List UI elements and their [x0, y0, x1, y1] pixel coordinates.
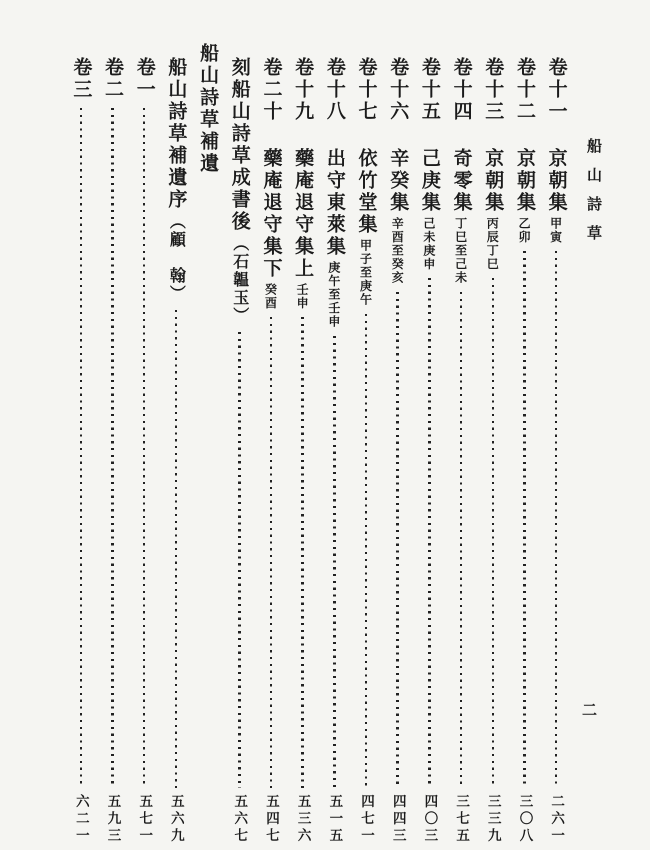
- entry-title: 京朝集: [513, 148, 535, 214]
- toc-column: [97, 43, 129, 847]
- date-annotation: 丁巳至己未: [453, 217, 468, 285]
- dotted-leader: [428, 278, 431, 788]
- chapter-label: 卷二: [102, 57, 124, 101]
- page-number: 五九三: [105, 794, 121, 845]
- chapter-label: 卷十六: [387, 57, 409, 123]
- toc-column: [319, 43, 351, 847]
- toc-column: [255, 43, 287, 847]
- page-number: 三〇八: [517, 794, 533, 845]
- date-annotation: 乙卯: [516, 217, 531, 244]
- dotted-leader: [270, 317, 273, 788]
- dotted-leader: [555, 251, 558, 788]
- dotted-leader: [396, 292, 399, 789]
- entry-title: 藥庵退守集上: [292, 148, 314, 280]
- toc-column: [445, 43, 477, 847]
- dotted-leader: [175, 310, 178, 788]
- chapter-label: 卷一: [133, 57, 155, 101]
- dotted-leader: [460, 292, 463, 789]
- author-annotation: ︵石韞玉︶: [230, 235, 248, 325]
- dotted-leader: [301, 317, 304, 788]
- toc-column: [382, 43, 414, 847]
- dotted-leader: [492, 278, 495, 788]
- toc: [65, 43, 572, 847]
- page-number: 五三六: [295, 794, 311, 845]
- running-head-book-title: 船山詩草: [585, 138, 601, 254]
- page-number: 六二一: [73, 794, 89, 845]
- folio-page-number: 二: [580, 702, 596, 717]
- entry-title: 船山詩草補遺序: [165, 57, 187, 211]
- dotted-leader: [111, 108, 114, 788]
- toc-column: [509, 43, 541, 847]
- chapter-label: 卷十七: [355, 57, 377, 123]
- chapter-label: 卷十八: [323, 57, 345, 123]
- entry-title: 船山詩草補遺: [197, 43, 219, 175]
- chapter-label: 卷二十: [260, 57, 282, 123]
- entry-title: 刻船山詩草成書後: [228, 57, 250, 233]
- chapter-label: 卷十九: [292, 57, 314, 123]
- page-number: 四七一: [359, 794, 375, 845]
- toc-column: [540, 43, 572, 847]
- toc-column: [350, 43, 382, 847]
- chapter-label: 卷十五: [418, 57, 440, 123]
- chapter-label: 卷三: [70, 57, 92, 101]
- date-annotation: 庚午至壬申: [326, 261, 341, 329]
- author-annotation: ︵顧 翰︶: [167, 213, 185, 303]
- toc-column: [65, 43, 97, 847]
- dotted-leader: [80, 108, 83, 788]
- page-number: 五一五: [327, 794, 343, 845]
- entry-title: 奇零集: [450, 148, 472, 214]
- date-annotation: 壬申: [295, 283, 310, 310]
- toc-column: [160, 43, 192, 847]
- entry-title: 己庚集: [418, 148, 440, 214]
- chapter-label: 卷十四: [450, 57, 472, 123]
- page-number: 五七一: [137, 794, 153, 845]
- date-annotation: 丙辰丁巳: [485, 217, 500, 271]
- page-number: 五六七: [232, 794, 248, 845]
- page-number: 五六九: [168, 794, 184, 845]
- date-annotation: 癸酉: [263, 283, 278, 310]
- page-number: 五四七: [263, 794, 279, 845]
- chapter-label: 卷十二: [513, 57, 535, 123]
- entry-title: 辛癸集: [387, 148, 409, 214]
- date-annotation: 辛酉至癸亥: [390, 217, 405, 285]
- entry-title: 京朝集: [545, 148, 567, 214]
- dotted-leader: [238, 332, 241, 788]
- dotted-leader: [143, 108, 146, 788]
- toc-column: [223, 43, 255, 847]
- date-annotation: 甲子至庚午: [358, 239, 373, 307]
- toc-column: [414, 43, 446, 847]
- toc-column: [287, 43, 319, 847]
- page-number: 二六一: [549, 794, 565, 845]
- page-number: 四四三: [390, 794, 406, 845]
- chapter-label: 卷十三: [482, 57, 504, 123]
- page-number: 三七五: [454, 794, 470, 845]
- page-number: 四〇三: [422, 794, 438, 845]
- dotted-leader: [333, 336, 336, 789]
- dotted-leader: [365, 314, 368, 789]
- toc-column: [128, 43, 160, 847]
- dotted-leader: [523, 251, 526, 788]
- entry-title: 藥庵退守集下: [260, 148, 282, 280]
- date-annotation: 甲寅: [548, 217, 563, 244]
- chapter-label: 卷十一: [545, 57, 567, 123]
- entry-title: 出守東萊集: [323, 148, 345, 258]
- toc-column: [192, 43, 224, 847]
- page-number: 三三九: [485, 794, 501, 845]
- date-annotation: 己未庚申: [421, 217, 436, 271]
- entry-title: 京朝集: [482, 148, 504, 214]
- toc-column: [477, 43, 509, 847]
- entry-title: 依竹堂集: [355, 148, 377, 236]
